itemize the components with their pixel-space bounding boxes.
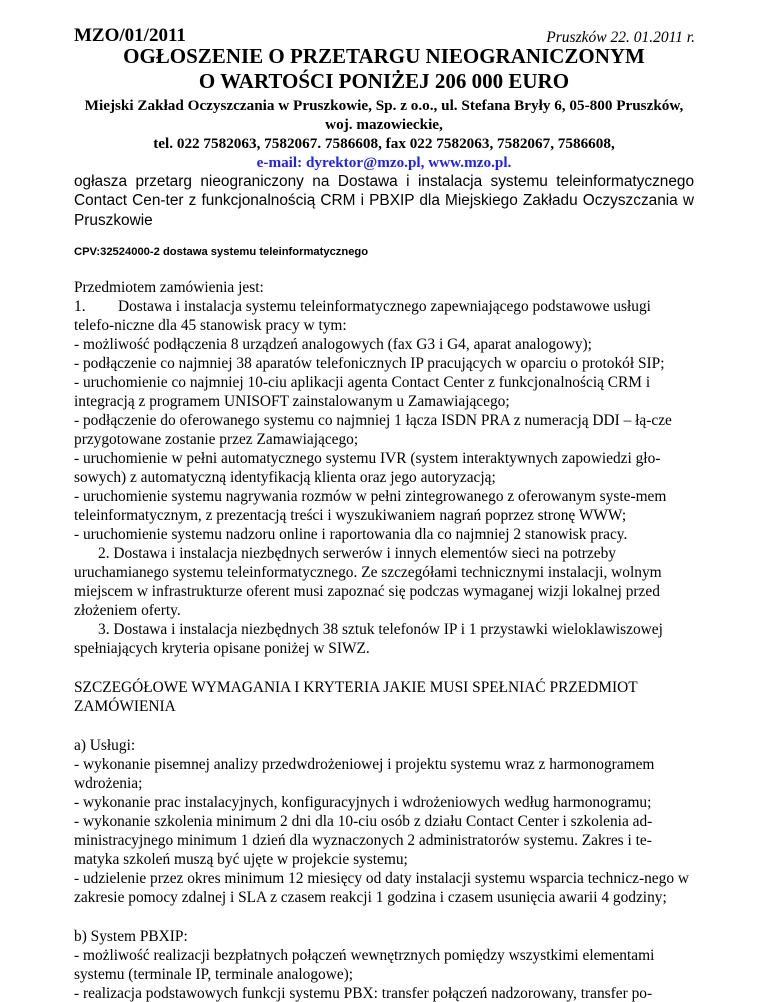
subject-item: złożeniem oferty. [74, 602, 181, 619]
section-heading: SZCZEGÓŁOWE WYMAGANIA I KRYTERIA JAKIE MUSI SPEŁNIAĆ PRZEDMIOT [74, 679, 638, 696]
subject-item: uruchamianego systemu teleinformatycznego. Ze szczegółami technicznymi instalacji, wolnym [74, 564, 662, 581]
list-item: - realizacja podstawowych funkcji systemu PBX: transfer połączeń nadzorowany, transfer po- [74, 985, 653, 1002]
subject-item: telefo-niczne dla 45 stanowisk pracy w tym: [74, 317, 347, 334]
subject-item: spełniających kryteria opisane poniżej w SIWZ. [74, 640, 370, 657]
list-item: sowych) z automatyczną identyfikacją klienta oraz jego autoryzacją; [74, 469, 496, 486]
list-item: - wykonanie prac instalacyjnych, konfiguracyjnych i wdrożeniowych według harmonogramu; [74, 794, 652, 811]
subject-item: 3. Dostawa i instalacja niezbędnych 38 sztuk telefonów IP i 1 przystawki wieloklawiszowej [98, 621, 663, 638]
list-item: - uruchomienie systemu nagrywania rozmów w pełni zintegrowanego z oferowanym syste-mem [74, 488, 667, 505]
list-item: matyka szkoleń muszą być ujęte w projekcie systemu; [74, 851, 408, 868]
reference-number: MZO/01/2011 [74, 25, 186, 46]
page-title: OGŁOSZENIE O PRZETARGU NIEOGRANICZONYM [123, 44, 645, 68]
list-item: - możliwość podłączenia 8 urządzeń analogowych (fax G3 i G4, aparat analogowy); [74, 336, 592, 353]
list-item: - podłączenie do oferowanego systemu co najmniej 1 łącza ISDN PRA z numeracją DDI – łą-cze [74, 412, 672, 429]
list-item: - uruchomienie co najmniej 10-ciu aplikacji agenta Contact Center z funkcjonalnością CRM i [74, 374, 651, 391]
item-number: 1. [74, 298, 86, 315]
list-item: systemu (terminale IP, terminale analogowe); [74, 966, 354, 983]
list-item: - możliwość realizacji bezpłatnych połączeń wewnętrznych pomiędzy wszystkimi elementami [74, 947, 655, 964]
issuer-region: woj. mazowieckie, [325, 116, 443, 133]
list-item: - wykonanie szkolenia minimum 2 dni dla 10-ciu osób z działu Contact Center i szkolenia ad- [74, 813, 653, 830]
dateline: Pruszków 22. 01.2011 r. [546, 29, 695, 46]
subject-item: Dostawa i instalacja systemu teleinformatycznego zapewniającego podstawowe usługi [118, 298, 651, 315]
list-item: integracją z programem UNISOFT zainstalowanym u Zamawiającego; [74, 393, 510, 410]
subject-item: 2. Dostawa i instalacja niezbędnych serwerów i innych elementów sieci na potrzeby [98, 545, 616, 562]
list-item: przygotowane zostanie przez Zamawiającego; [74, 431, 359, 448]
list-item: - uruchomienie w pełni automatycznego systemu IVR (system interaktywnych zapowiedzi gło- [74, 450, 661, 467]
list-item: - wykonanie pisemnej analizy przedwdrożeniowej i projektu systemu wraz z harmonogramem [74, 756, 655, 773]
list-item: zakresie pomocy zdalnej i SLA z czasem reakcji 1 godzina i czasem usunięcia awarii 4 godziny; [74, 889, 667, 906]
list-item: wdrożenia; [74, 775, 143, 792]
page-title-line2: O WARTOŚCI PONIŻEJ 206 000 EURO [198, 69, 570, 93]
issuer-contact: tel. 022 7582063, 7582067. 7586608, fax 022 7582063, 7582067, 7586608, [153, 135, 615, 152]
subsection-heading: b) System PBXIP: [74, 928, 188, 945]
subject-heading: Przedmiotem zamówienia jest: [74, 279, 264, 296]
intro-line: ogłasza przetarg nieograniczony na Dostawa i instalacja systemu teleinformatycznego [74, 173, 694, 190]
list-item: teleinformatycznym, z prezentacją treści i wyszukiwaniem nagrań poprzez stronę WWW; [74, 507, 627, 524]
intro-line: Contact Cen-ter z funkcjonalnością CRM i PBXIP dla Miejskiego Zakładu Oczyszczania w [74, 192, 694, 209]
section-heading-line2: ZAMÓWIENIA [74, 698, 176, 715]
list-item: - podłączenie co najmniej 38 aparatów telefonicznych IP pracujących w oparciu o protokół SIP; [74, 355, 665, 372]
cpv-code: CPV:32524000-2 dostawa systemu teleinformatycznego [74, 246, 369, 258]
intro-line: Pruszkowie [74, 212, 153, 229]
list-item: - udzielenie przez okres minimum 12 miesięcy od daty instalacji systemu wsparcia technicz-nego w [74, 870, 689, 887]
issuer-line: Miejski Zakład Oczyszczania w Pruszkowie, Sp. z o.o., ul. Stefana Bryły 6, 05-800 Pruszków, [84, 97, 684, 114]
subsection-heading: a) Usługi: [74, 737, 136, 754]
subject-item: miejscem w infrastrukturze oferent musi zapoznać się podczas wymaganej wizji lokalnej przed [74, 583, 660, 600]
list-item: - uruchomienie systemu nadzoru online i raportowania dla co najmniej 2 stanowisk pracy. [74, 526, 628, 543]
list-item: ministracyjnego minimum 1 dzień dla wyznaczonych 2 administratorów systemu. Zakres i te- [74, 832, 652, 849]
issuer-email-link[interactable]: e-mail: dyrektor@mzo.pl, www.mzo.pl. [256, 154, 512, 171]
